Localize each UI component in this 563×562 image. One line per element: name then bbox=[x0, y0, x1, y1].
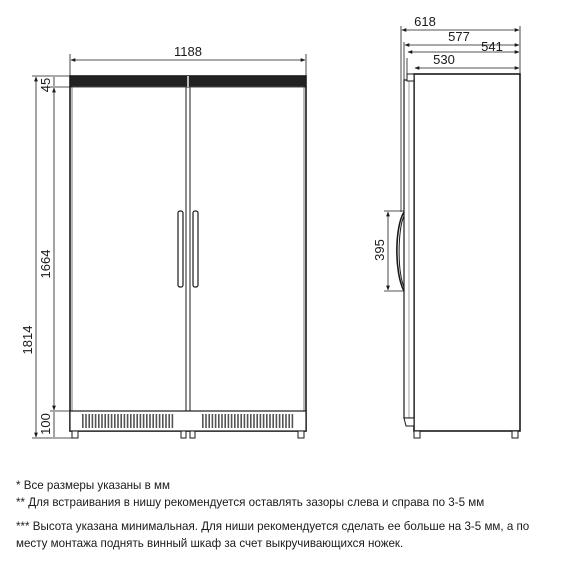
side-body bbox=[414, 74, 520, 431]
side-handle bbox=[397, 212, 404, 291]
vent-grille-left bbox=[82, 414, 173, 428]
total-height-dim-label: 1814 bbox=[20, 325, 35, 355]
vent-grille-right bbox=[202, 414, 293, 428]
depth-530-label: 530 bbox=[433, 52, 455, 67]
bottom-hinge bbox=[404, 418, 414, 426]
depth-618-label: 618 bbox=[414, 14, 436, 29]
foot-center-right bbox=[190, 431, 195, 438]
footnotes bbox=[16, 477, 556, 552]
foot-center-left bbox=[181, 431, 186, 438]
side-foot-rear bbox=[512, 431, 518, 438]
depth-541-label: 541 bbox=[481, 39, 503, 54]
foot-left bbox=[72, 431, 78, 438]
depth-577-label: 577 bbox=[448, 29, 470, 44]
side-view bbox=[372, 14, 520, 438]
foot-right bbox=[298, 431, 304, 438]
left-door bbox=[72, 87, 186, 411]
side-foot-front bbox=[414, 431, 420, 438]
right-door bbox=[190, 87, 304, 411]
left-handle bbox=[178, 211, 183, 287]
plinth-dim-label: 100 bbox=[38, 413, 53, 435]
door-height-dim-label: 1664 bbox=[38, 249, 53, 279]
top-cap-dim-label: 45 bbox=[38, 77, 53, 93]
cabinet-body bbox=[70, 76, 306, 431]
front-view bbox=[20, 44, 306, 438]
footnote-units: * Все размеры указаны в мм bbox=[16, 479, 170, 492]
handle-dim-label: 395 bbox=[372, 239, 387, 261]
top-hinge bbox=[407, 74, 414, 81]
right-handle bbox=[193, 211, 198, 287]
footnote-height: *** Высота указана минимальная. Для ниши рекомендуется сделать ее больше на 3-5 мм, а по месту монтажа поднять винный шкаф за счет выкручивающихся ножек. bbox=[16, 520, 530, 550]
width-dim-label: 1188 bbox=[174, 44, 202, 59]
footnote-gaps: ** Для встраивания в нишу рекомендуется оставлять зазоры слева и справа по 3-5 мм bbox=[16, 496, 485, 509]
